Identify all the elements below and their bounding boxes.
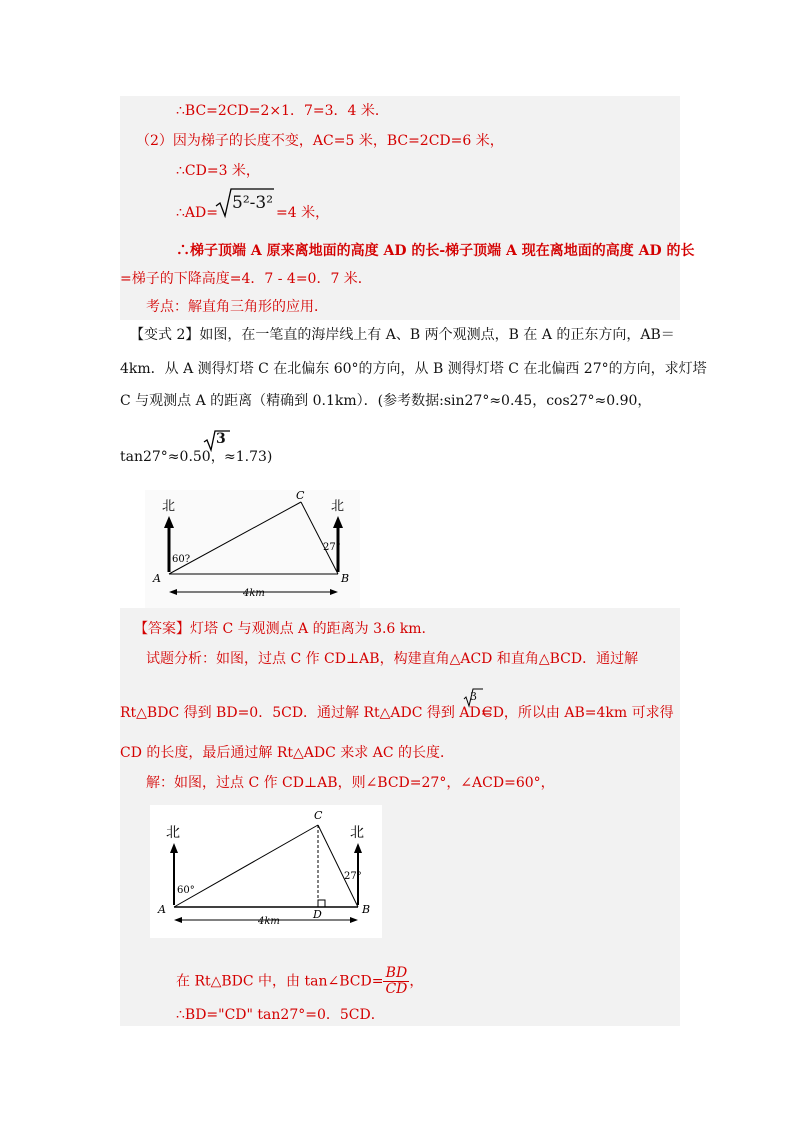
- problem-line: 【变式 2】如图，在一笔直的海岸线上有 A、B 两个观测点，B 在 A 的正东方向，AB＝: [130, 327, 675, 343]
- north-label-right: 北: [350, 825, 364, 841]
- radicand: 5²-3²: [232, 193, 274, 213]
- radicand: 3: [216, 431, 226, 447]
- text-prefix: 在 Rt△BDC 中，由 tan∠BCD=: [176, 973, 384, 990]
- analysis-line: CD，所以由 AB=4km 可求得: [482, 705, 674, 721]
- problem-line: ≈1.73): [224, 449, 273, 465]
- fraction-denominator: CD: [385, 981, 408, 997]
- north-label-right: 北: [331, 499, 345, 514]
- distance-label: 4km: [258, 916, 280, 927]
- problem-line: 4km．从 A 测得灯塔 C 在北偏东 60°的方向，从 B 测得灯塔 C 在北偏西 27°的方向，求灯塔: [120, 361, 707, 377]
- point-label-b: B: [362, 903, 371, 916]
- solution-line: ∴BD="CD" tan27°=0．5CD．: [176, 1007, 385, 1023]
- text-line: 考点：解直角三角形的应用．: [146, 299, 328, 315]
- angle-label-a: 60°: [177, 885, 195, 896]
- problem-line: tan27°≈0.50，: [120, 449, 225, 465]
- point-label-c: C: [314, 809, 323, 822]
- north-label-left: 北: [166, 825, 180, 841]
- analysis-line: CD 的长度，最后通过解 Rt△ADC 来求 AC 的长度．: [120, 745, 454, 761]
- solution-line: [176, 966, 423, 997]
- point-label-c: C: [296, 490, 305, 502]
- radicand: 3: [470, 690, 477, 703]
- angle-label-b: 27°: [344, 871, 362, 882]
- text-line: ∴CD=3 米，: [176, 163, 260, 179]
- problem-line: C 与观测点 A 的距离（精确到 0.1km）．(参考数据:sin27°≈0.45，cos27°≈0.90，: [120, 393, 652, 409]
- fraction-numerator: BD: [383, 966, 409, 982]
- answer-line: 【答案】灯塔 C 与观测点 A 的距离为 3.6 km.: [134, 621, 426, 637]
- text-line: =梯子的下降高度=4．7 - 4=0．7 米．: [120, 271, 372, 287]
- fraction: [383, 966, 409, 997]
- text-line: ∴梯子顶端 A 原来离地面的高度 AD 的长-梯子顶端 A 现在离地面的高度 AD 的长: [176, 243, 695, 259]
- angle-label-b: 27°: [323, 542, 341, 553]
- distance-label: 4km: [243, 588, 265, 599]
- angle-label-a: 60?: [172, 554, 191, 565]
- point-label-d: D: [313, 908, 322, 921]
- text-line: ∴BC=2CD=2×1．7=3．4 米．: [176, 103, 389, 119]
- figure-1-diagram: [145, 490, 360, 610]
- point-label-a: A: [158, 903, 166, 916]
- point-label-b: B: [341, 572, 350, 585]
- text-line: （2）因为梯子的长度不变，AC=5 米，BC=2CD=6 米，: [136, 133, 504, 149]
- figure-2-diagram: [150, 805, 382, 938]
- north-label-left: 北: [162, 499, 176, 514]
- analysis-line: 试题分析：如图，过点 C 作 CD⊥AB，构建直角△ACD 和直角△BCD．通过解: [146, 651, 639, 667]
- text-suffix: ，: [409, 973, 424, 990]
- solution-line: 解：如图，过点 C 作 CD⊥AB，则∠BCD=27°，∠ACD=60°，: [146, 775, 555, 791]
- point-label-a: A: [153, 572, 161, 585]
- text-suffix: =4 米，: [276, 205, 330, 221]
- analysis-line: Rt△BDC 得到 BD=0．5CD．通过解 Rt△ADC 得到 AD=: [120, 705, 493, 721]
- text-line: [176, 204, 218, 222]
- text-prefix: ∴AD=: [176, 205, 218, 221]
